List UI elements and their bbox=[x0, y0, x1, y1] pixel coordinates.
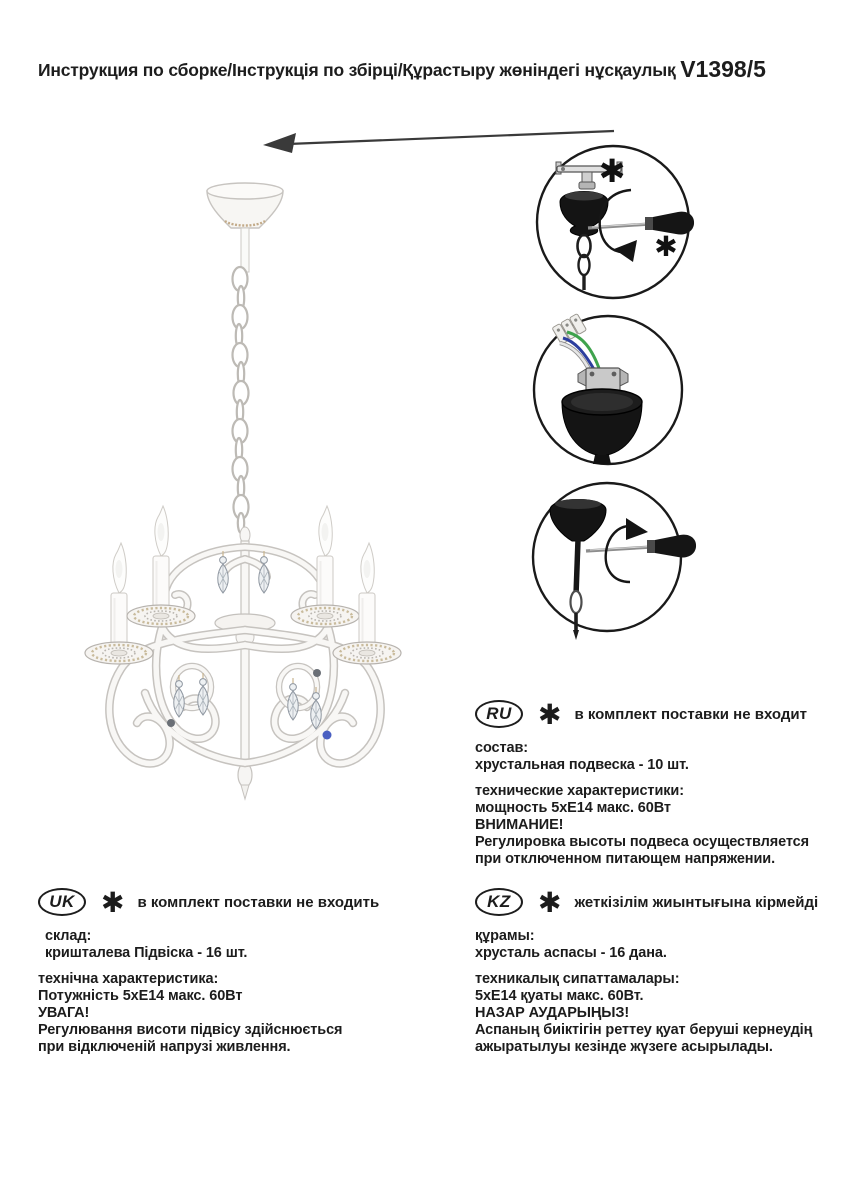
lang-badge-kz: KZ bbox=[475, 888, 523, 916]
spec-value: мощность 5хЕ14 макс. 60Вт bbox=[475, 800, 671, 816]
assembly-step-1 bbox=[537, 146, 694, 298]
composition-value: кришталева Підвіска - 16 шт. bbox=[45, 945, 248, 961]
composition-value: хрустальная подвеска - 10 шт. bbox=[475, 757, 689, 773]
chandelier-chain bbox=[233, 228, 250, 533]
section-ru-header bbox=[475, 698, 848, 731]
assembly-step-3 bbox=[533, 483, 696, 640]
model-number: V1398/5 bbox=[680, 56, 766, 82]
page-title bbox=[38, 56, 766, 83]
composition-value: хрусталь аспасы - 16 дана. bbox=[475, 945, 667, 961]
assembly-step-2 bbox=[534, 314, 682, 465]
section-uk-header bbox=[38, 886, 418, 919]
not-included-asterisk: ✱ bbox=[538, 698, 562, 731]
not-included-asterisk: ✱ bbox=[101, 886, 125, 919]
chandelier-product-photo bbox=[55, 175, 485, 825]
section-kz-header bbox=[475, 886, 848, 919]
spec-label: технічна характеристика: bbox=[38, 971, 219, 987]
lang-badge-ru: RU bbox=[475, 700, 523, 728]
page-title-text: Инструкция по сборке/Інструкція по збірці/Құрастыру жөніндегі нұсқаулық bbox=[38, 60, 676, 80]
not-included-note: жеткізілім жиынтығына кірмейді bbox=[574, 893, 819, 911]
warning-line1: Аспаның биіктігін реттеу қуат беруші кернеудің bbox=[475, 1022, 813, 1038]
spec-label: техникалық сипаттамалары: bbox=[475, 971, 680, 987]
warning-line1: Регулировка высоты подвеса осуществляется bbox=[475, 834, 809, 850]
lang-badge-uk: UK bbox=[38, 888, 86, 916]
section-ru bbox=[475, 700, 848, 868]
warning-title: ВНИМАНИЕ! bbox=[475, 817, 564, 833]
section-uk bbox=[38, 888, 418, 1056]
warning-title: УВАГА! bbox=[38, 1005, 90, 1021]
assembly-steps-illustration bbox=[530, 140, 715, 640]
warning-line2: ажыратылуы кезінде жүзеге асырылады. bbox=[475, 1039, 773, 1055]
section-kz bbox=[475, 888, 848, 1056]
not-included-note: в комплект поставки не входит bbox=[574, 705, 807, 723]
not-included-asterisk: ✱ bbox=[538, 886, 562, 919]
spec-value: 5хЕ14 қуаты макс. 60Вт. bbox=[475, 988, 644, 1004]
spec-value: Потужність 5хЕ14 макс. 60Вт bbox=[38, 988, 243, 1004]
warning-line1: Регулювання висоти підвісу здійснюється bbox=[38, 1022, 343, 1038]
not-included-asterisk: ✱ bbox=[654, 230, 678, 263]
not-included-note: в комплект поставки не входить bbox=[137, 893, 380, 911]
composition-label: склад: bbox=[45, 928, 92, 944]
chandelier-canopy bbox=[207, 183, 283, 228]
not-included-asterisk: ✱ bbox=[598, 152, 626, 190]
warning-title: НАЗАР АУДАРЫҢЫЗ! bbox=[475, 1005, 630, 1021]
left-arrowhead-icon bbox=[263, 133, 296, 153]
composition-label: құрамы: bbox=[475, 928, 535, 944]
warning-line2: при отключенном питающем напряжении. bbox=[475, 851, 776, 867]
warning-line2: при відключеній напрузі живлення. bbox=[38, 1039, 291, 1055]
composition-label: состав: bbox=[475, 740, 529, 756]
spec-label: технические характеристики: bbox=[475, 783, 684, 799]
